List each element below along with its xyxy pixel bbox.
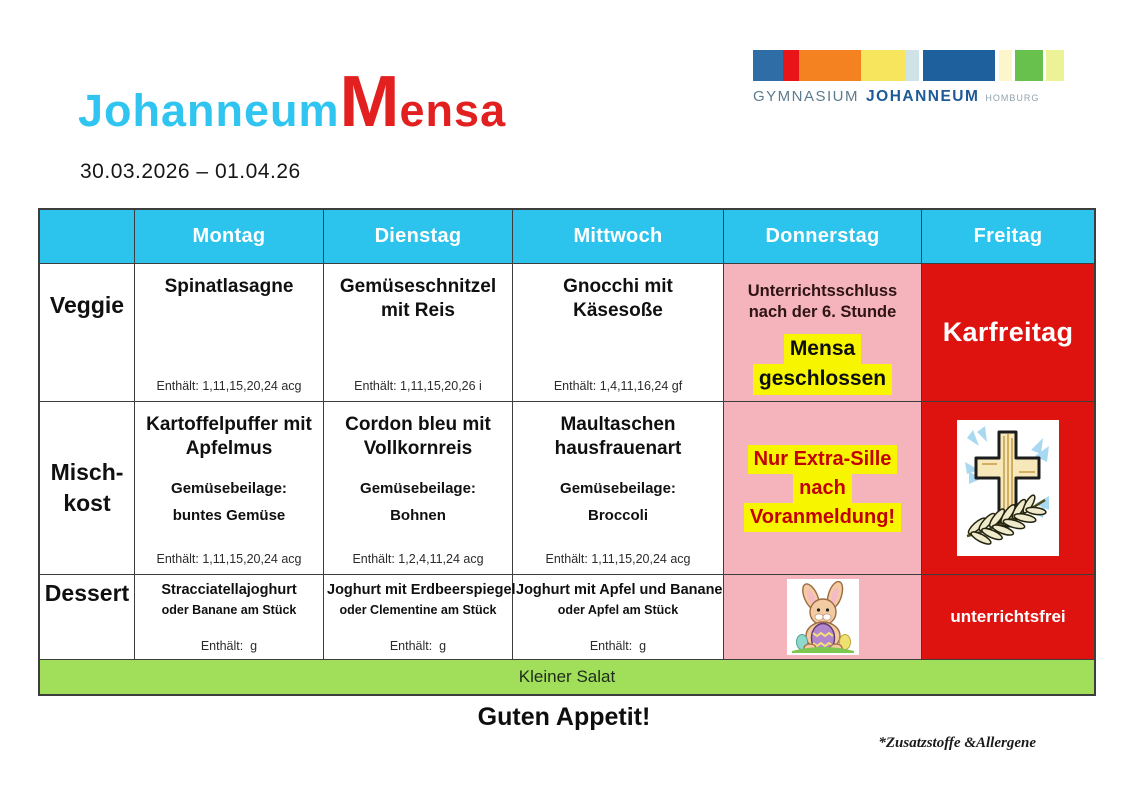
highlighted-text: geschlossen <box>753 364 892 394</box>
meal-title: Joghurt mit Apfel und Banane <box>516 582 723 598</box>
veggie-dienstag-cell <box>324 264 513 402</box>
allergens-line: Enthält: 1,11,15,20,24 acg <box>156 552 302 566</box>
logo-stripe <box>799 50 861 81</box>
logo-stripe <box>905 50 919 81</box>
meal-alternative: oder Banane am Stück <box>161 602 297 617</box>
logo-stripe <box>1046 50 1064 81</box>
meal-title: Maultaschen hausfrauenart <box>554 414 682 460</box>
mischkost-montag-cell <box>135 402 324 575</box>
mensa-logo-m: M <box>339 62 400 142</box>
day-header-dienstag: Dienstag <box>324 210 513 264</box>
school-logo <box>753 50 1083 106</box>
side-dish-block <box>141 475 317 531</box>
day-header-mittwoch: Mittwoch <box>513 210 724 264</box>
mischkost-donnerstag-cell <box>724 402 922 575</box>
school-name <box>753 88 1083 106</box>
allergens-line: Enthält: g <box>589 639 647 653</box>
meal-title: Gnocchi mit Käsesoße <box>563 276 673 322</box>
allergens-note: *Zusatzstoffe &Allergene <box>878 735 1036 751</box>
easter-bunny-image <box>787 579 859 655</box>
day-header-freitag: Freitag <box>922 210 1094 264</box>
row-label-dessert: Dessert <box>40 575 135 660</box>
salad-row: Kleiner Salat <box>40 660 1094 694</box>
logo-stripes <box>753 50 1083 81</box>
table-corner-cell <box>40 210 135 264</box>
side-dish-value: Broccoli <box>587 507 648 525</box>
highlighted-text: nach <box>793 474 852 503</box>
day-header-donnerstag: Donnerstag <box>724 210 922 264</box>
meal-title: Stracciatellajoghurt <box>161 582 297 598</box>
side-dish-block <box>519 475 717 531</box>
veggie-mittwoch-cell <box>513 264 724 402</box>
meal-title: Gemüseschnitzel mit Reis <box>339 276 497 322</box>
school-name-homburg: HOMBURG <box>985 93 1040 103</box>
meal-title: Joghurt mit Erdbeerspiegel <box>327 582 516 598</box>
allergens-line: Enthält: 1,4,11,16,24 gf <box>553 379 683 393</box>
allergens-line: Enthält: 1,11,15,20,26 i <box>354 379 482 393</box>
mensa-logo-ensa: ensa <box>399 85 507 136</box>
allergens-line: Enthält: 1,2,4,11,24 acg <box>352 552 484 566</box>
logo-stripe <box>783 50 799 81</box>
side-dish-value: Bohnen <box>390 507 446 525</box>
meal-title: Spinatlasagne <box>164 276 294 297</box>
logo-stripe <box>999 50 1012 81</box>
mensa-logo-johanneum: Johanneum <box>78 85 340 136</box>
highlighted-text: Nur Extra-Sille <box>748 445 898 474</box>
date-range: 30.03.2026 – 01.04.26 <box>80 160 301 183</box>
mischkost-mittwoch-cell <box>513 402 724 575</box>
side-dish-value: buntes Gemüse <box>172 507 286 525</box>
allergens-line: Enthält: 1,11,15,20,24 acg <box>156 379 302 393</box>
highlighted-text: Voranmeldung! <box>744 503 901 532</box>
dessert-mittwoch-cell <box>513 575 724 660</box>
meal-alternative: oder Apfel am Stück <box>557 602 679 617</box>
meal-alternative: oder Clementine am Stück <box>339 602 497 617</box>
school-name-johanneum: JOHANNEUM <box>866 88 980 105</box>
notice-line: Unterrichtsschluss <box>747 282 898 300</box>
row-label-veggie: Veggie <box>40 264 135 402</box>
notice-line: nach der 6. Stunde <box>748 303 897 322</box>
good-friday-cross-image <box>957 420 1059 556</box>
meal-title: Cordon bleu mit Vollkornreis <box>345 414 491 460</box>
logo-stripe <box>753 50 783 81</box>
day-header-montag: Montag <box>135 210 324 264</box>
school-name-gymnasium: GYMNASIUM <box>753 88 860 105</box>
allergens-line: Enthält: 1,11,15,20,24 acg <box>545 552 691 566</box>
menu-table <box>38 208 1096 696</box>
mensa-logo <box>78 62 507 142</box>
meal-title: Kartoffelpuffer mit Apfelmus <box>146 414 312 460</box>
dessert-montag-cell <box>135 575 324 660</box>
allergens-line: Enthält: g <box>200 639 258 653</box>
guten-appetit-text: Guten Appetit! <box>477 703 651 731</box>
allergens-line: Enthält: g <box>389 639 447 653</box>
side-dish-block <box>330 475 506 531</box>
veggie-donnerstag-cell <box>724 264 922 402</box>
row-label-mischkost <box>40 402 135 575</box>
side-dish-label: Gemüsebeilage: <box>560 479 676 497</box>
side-dish-label: Gemüsebeilage: <box>171 479 287 497</box>
logo-stripe <box>923 50 995 81</box>
logo-stripe <box>861 50 905 81</box>
dessert-dienstag-cell <box>324 575 516 660</box>
row-label-line: kost <box>63 490 111 516</box>
mischkost-freitag-cell <box>922 402 1094 575</box>
side-dish-label: Gemüsebeilage: <box>360 479 476 497</box>
dessert-freitag-cell: unterrichtsfrei <box>922 575 1094 660</box>
veggie-montag-cell <box>135 264 324 402</box>
highlighted-text: Mensa <box>784 334 861 364</box>
row-label-line: Misch- <box>50 458 124 485</box>
dessert-donnerstag-cell <box>724 575 922 660</box>
logo-stripe <box>1015 50 1043 81</box>
veggie-freitag-cell: Karfreitag <box>922 264 1094 402</box>
mischkost-dienstag-cell <box>324 402 513 575</box>
